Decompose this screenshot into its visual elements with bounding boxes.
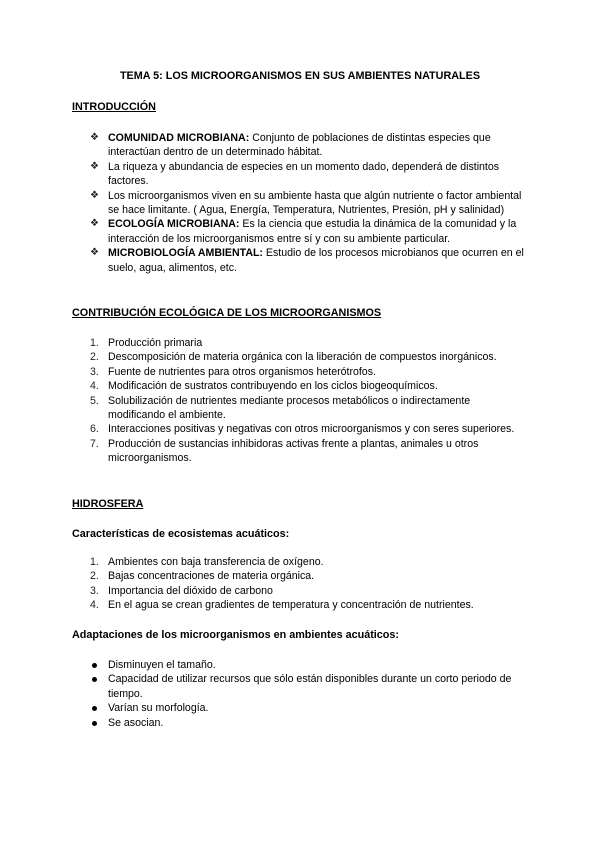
page-title: TEMA 5: LOS MICROORGANISMOS EN SUS AMBIENTES NATURALES — [119, 70, 481, 82]
list-item — [90, 217, 530, 246]
diamond-bullet-icon: ❖ — [90, 132, 99, 143]
list-item — [90, 365, 530, 379]
contribution-list — [90, 336, 530, 466]
item-text: Importancia del dióxido de carbono — [108, 584, 273, 597]
list-item — [90, 131, 530, 160]
round-bullet-icon — [92, 721, 97, 726]
list-item — [90, 555, 530, 569]
item-text: Modificación de sustratos contribuyendo en los ciclos biogeoquímicos. — [108, 380, 438, 393]
item-text: Estudio de los procesos microbianos que ocurren en el suelo, agua, alimentos, etc. — [108, 247, 524, 274]
diamond-bullet-icon: ❖ — [90, 160, 99, 172]
item-text: Es la ciencia que estudia la dinámica de la comunidad y la interacción de los microorganismos entre sí y con su ambiente particular. — [108, 218, 517, 245]
item-text: Los microorganismos viven en su ambiente hasta que algún nutriente o factor ambiental se hace limitante. ( Agua, Energía, Temperatura, Nutrientes, Presión, pH y salinidad) — [108, 189, 522, 217]
list-item — [90, 160, 530, 189]
term-label: MICROBIOLOGÍA AMBIENTAL: — [108, 247, 263, 260]
list-item — [90, 569, 530, 583]
list-item — [90, 394, 530, 423]
item-text: En el agua se crean gradientes de temperatura y concentración de nutrientes. — [108, 599, 474, 612]
item-text: Fuente de nutrientes para otros organismos heterótrofos. — [108, 365, 376, 378]
round-bullet-icon — [92, 677, 97, 682]
list-item — [90, 701, 530, 715]
item-number: 1. — [90, 556, 99, 568]
characteristics-list — [90, 555, 530, 613]
term-label: ECOLOGÍA MICROBIANA: — [108, 218, 240, 231]
item-text: Disminuyen el tamaño. — [108, 659, 216, 671]
item-number: 3. — [90, 584, 99, 597]
item-text: Solubilización de nutrientes mediante procesos metabólicos o indirectamente modificando el ambiente. — [108, 394, 471, 422]
list-item — [90, 584, 530, 598]
item-text: Interacciones positivas y negativas con otros microorganismos y con seres superiores. — [108, 423, 515, 436]
list-item — [90, 422, 530, 436]
item-number: 2. — [90, 570, 99, 583]
item-number: 1. — [90, 337, 99, 349]
diamond-bullet-icon: ❖ — [90, 247, 99, 259]
item-text: Producción primaria — [108, 337, 203, 349]
item-text: Varían su morfología. — [108, 702, 209, 715]
list-item — [90, 672, 530, 701]
section-heading-hidrosfera: HIDROSFERA — [72, 498, 144, 510]
section-heading-contribucion: CONTRIBUCIÓN ECOLÓGICA DE LOS MICROORGANISMOS — [72, 307, 382, 319]
item-number: 4. — [90, 380, 99, 393]
list-item — [90, 658, 530, 672]
item-text: Se asocian. — [108, 716, 164, 729]
item-number: 2. — [90, 351, 99, 364]
item-text: Bajas concentraciones de materia orgánica. — [108, 570, 315, 583]
item-text: La riqueza y abundancia de especies en un momento dado, dependerá de distintos factores. — [108, 160, 500, 188]
list-item — [90, 716, 530, 730]
item-number: 4. — [90, 599, 99, 612]
item-number: 7. — [90, 437, 99, 450]
list-item — [90, 437, 530, 466]
subheading-caracteristicas: Características de ecosistemas acuáticos: — [72, 528, 290, 540]
list-item — [90, 336, 530, 350]
round-bullet-icon — [92, 706, 97, 711]
round-bullet-icon — [92, 663, 97, 668]
item-text: Capacidad de utilizar recursos que sólo están disponibles durante un corto periodo de tiempo. — [108, 673, 512, 700]
subheading-adaptaciones: Adaptaciones de los microorganismos en ambientes acuáticos: — [72, 629, 400, 641]
item-text: Producción de sustancias inhibidoras activas frente a plantas, animales u otros microorganismos. — [108, 437, 479, 465]
list-item — [90, 246, 530, 275]
diamond-bullet-icon: ❖ — [90, 189, 99, 201]
adaptations-list — [90, 658, 530, 730]
section-heading-introduccion: INTRODUCCIÓN — [72, 101, 156, 113]
list-item — [90, 350, 530, 364]
diamond-bullet-icon: ❖ — [90, 218, 99, 230]
term-label: COMUNIDAD MICROBIANA: — [108, 132, 250, 144]
item-text: Conjunto de poblaciones de distintas especies que interactúan dentro de un determinado hábitat. — [108, 132, 491, 159]
item-number: 5. — [90, 394, 99, 407]
item-number: 6. — [90, 423, 99, 436]
item-text: Descomposición de materia orgánica con la liberación de compuestos inorgánicos. — [108, 351, 497, 364]
item-text: Ambientes con baja transferencia de oxígeno. — [108, 556, 324, 568]
intro-list — [90, 131, 530, 275]
list-item — [90, 598, 530, 612]
list-item — [90, 379, 530, 393]
list-item — [90, 189, 530, 218]
item-number: 3. — [90, 365, 99, 378]
